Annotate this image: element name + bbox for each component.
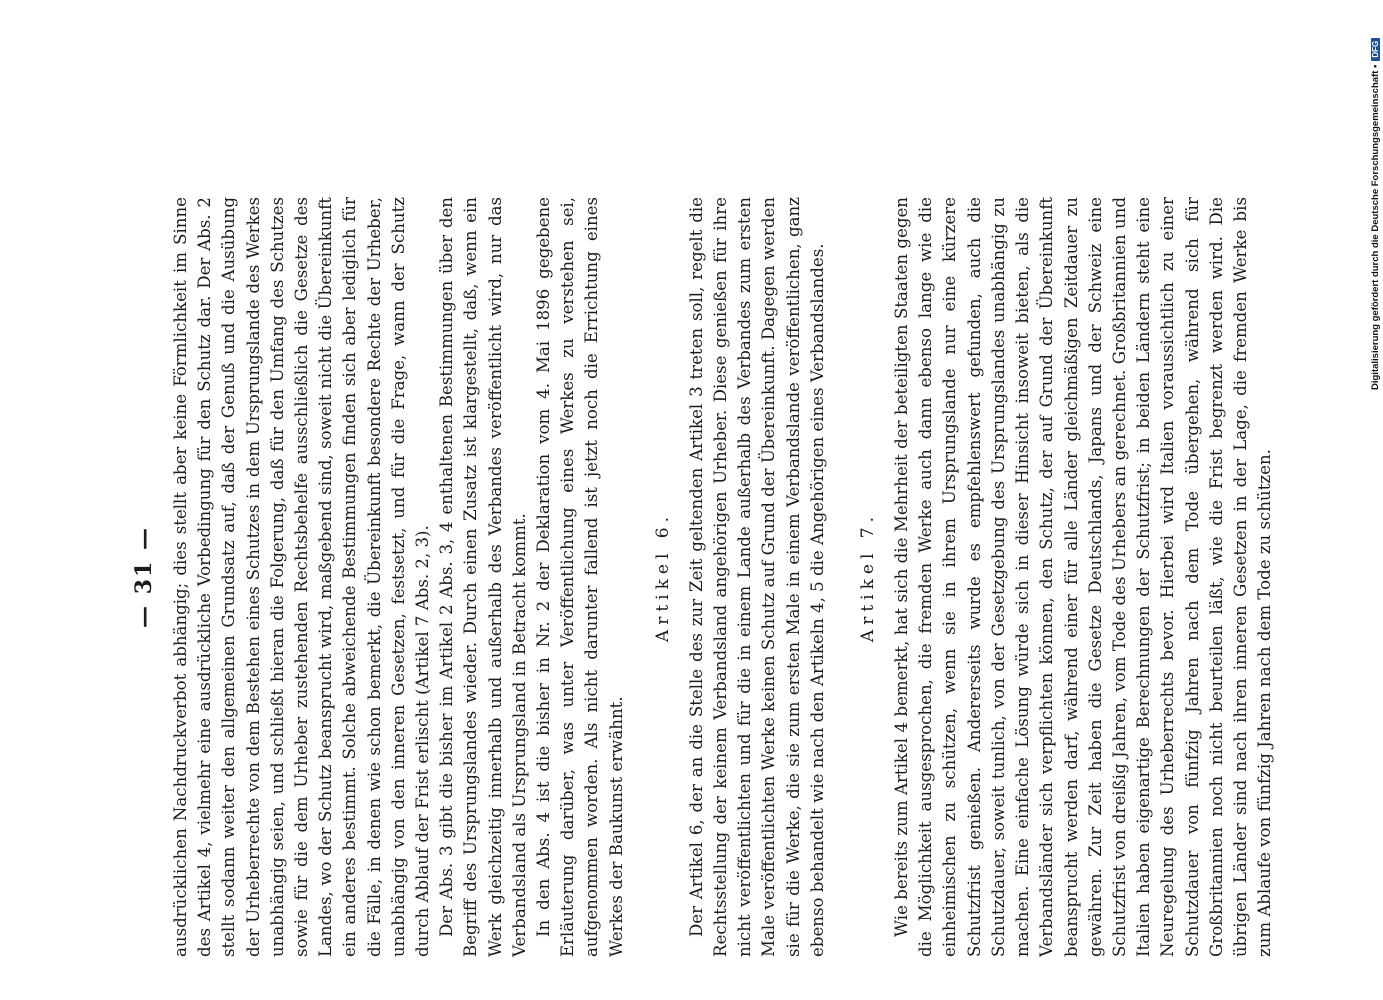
paragraph-artikel-6: Der Artikel 6, der an die Stelle des zur Zeit geltenden Artikel 3 treten soll, regelt die Rechtsstellung der keinem Verbandsland angehörigen Urheber. Diese genießen für ihre nicht veröffentlichten und für die in einem Lande außerhalb des Verbandes zum ersten Male veröffentlichten Werke keinen Schutz auf Grund der Übereinkunft. Dagegen werden sie für die Werke, die sie zum ersten Male in einem Verbandslande veröffentlichen, ganz ebenso behandelt wie nach den Artikeln 4, 5 die Angehörigen eines Verbandslandes. — [686, 197, 827, 957]
document-body — [169, 197, 1277, 957]
paragraph-abs3: Der Abs. 3 gibt die bisher im Artikel 2 Abs. 3, 4 enthaltenen Bestimmungen über den Begriff des Ursprungslandes wieder. Durch einen Zusatz ist klargestellt, daß, wenn ein Werk gleichzeitig innerhalb und außerhalb des Verbandes veröffentlicht wird, nur das Verbandsland als Ursprungsland in Betracht kommt. — [437, 197, 529, 957]
heading-artikel-6: Artikel 6. — [652, 511, 673, 643]
paragraph-abs4: In den Abs. 4 ist die bisher in Nr. 2 der Deklaration vom 4. Mai 1896 gegebene Erläuterung darüber, was unter Veröffentlichung eines Werkes zu verstehen sei, aufgenommen worden. Als nicht darunter fallend ist jetzt noch die Errichtung eines Werkes der Baukunst erwähnt. — [534, 197, 626, 957]
paragraph-continuation: ausdrücklichen Nachdruckverbot abhängig; dies stellt aber keine Förmlichkeit im Sinne des Artikel 4, vielmehr eine ausdrückliche Vorbedingung für den Schutz dar. Der Abs. 2 stellt sodann weiter den allgemeinen Grundsatz auf, daß der Genuß und die Ausübung der Urheberrechte von dem Bestehen eines Schutzes in dem Ursprungslande des Werkes unabhängig seien, und schließt hieran die Folgerung, daß für den Umfang des Schutzes sowie für die dem Urheber zustehenden Rechtsbehelfe ausschließlich die Gesetze des Landes, wo der Schutz beansprucht wird, maßgebend sind, soweit nicht die Übereinkunft ein anderes bestimmt. Solche abweichende Bestimmungen finden sich aber lediglich für die Fälle, in denen wie schon bemerkt, die Übereinkunft besondere Rechte der Urheber, unabhängig von den inneren Gesetzen, festsetzt, und für die Frage, wann der Schutz durch Ablauf der Frist erlischt (Artikel 7 Abs. 2, 3). — [171, 197, 433, 957]
credit-text: Digitalisierung gefördert durch die Deutsche Forschungsgemeinschaft • — [1370, 64, 1381, 390]
page-number: — 31 — — [131, 526, 157, 628]
paragraph-artikel-7: Wie bereits zum Artikel 4 bemerkt, hat sich die Mehrheit der beteiligten Staaten gegen die Möglichkeit ausgesprochen, die fremden Werke auch dann ebenso lange wie die einheimischen zu schützen, wenn sie in ihrem Ursprungslande nur eine kürzere Schutzfrist genießen. Andererseits wurde es empfehlenswert gefunden, auch die Schutzdauer, soweit tunlich, von der Gesetzgebung des Ursprungslandes unabhängig zu machen. Eine einfache Lösung würde sich in dieser Hinsicht insoweit bieten, als die Verbandsländer sich verpflichten können, den Schutz, der auf Grund der Übereinkunft beansprucht werden darf, während einer für alle Länder gleichmäßigen Zeitdauer zu gewähren. Zur Zeit haben die Gesetze Deutschlands, Japans und der Schweiz eine Schutzfrist von dreißig Jahren, vom Tode des Urhebers an gerechnet. Großbritannien und Italien haben eigenartige Berechnungen der Schutzfrist; in beiden Ländern steht eine Neuregelung des Urheberrechts bevor. Hierbei wird Italien voraussichtlich zu einer Schutzdauer von fünfzig Jahren nach dem Tode übergehen, während sich für Großbritannien noch nicht beurteilen läßt, wie die Frist begrenzt werden wird. Die übrigen Länder sind nach ihren inneren Gesetzen in der Lage, die fremden Werke bis zum Ablaufe von fünfzig Jahren nach dem Tode zu schützen. — [892, 197, 1275, 957]
heading-artikel-7: Artikel 7. — [858, 511, 879, 643]
rotated-document-page — [117, 177, 1275, 977]
digitization-credit — [1370, 10, 1383, 390]
dfg-logo: DFG — [1371, 38, 1380, 61]
